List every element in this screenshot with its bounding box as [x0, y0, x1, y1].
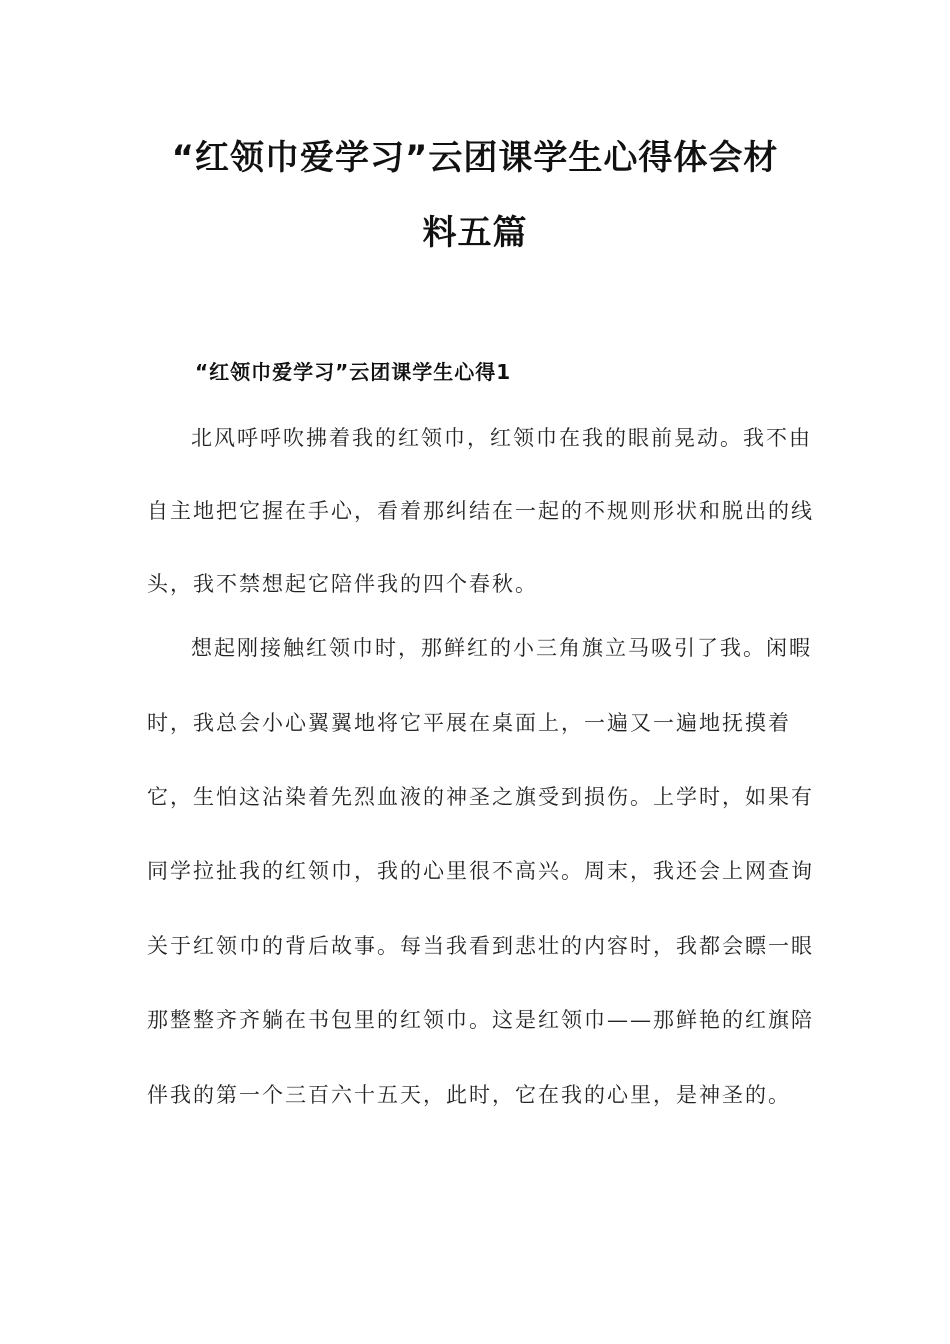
body-line-8: 关于红领巾的背后故事。每当我看到悲壮的内容时，我都会瞟一眼 — [147, 934, 814, 958]
body-line-7: 同学拉扯我的红领巾，我的心里很不高兴。周末，我还会上网查询 — [147, 859, 814, 883]
body-line-2: 自主地把它握在手心，看着那纠结在一起的不规则形状和脱出的线 — [147, 499, 814, 523]
body-line-10: 伴我的第一个三百六十五天，此时，它在我的心里，是神圣的。 — [147, 1083, 791, 1107]
body-line-4: 想起刚接触红领巾时，那鲜红的小三角旗立马吸引了我。闲暇 — [191, 636, 812, 660]
body-line-9: 那整整齐齐躺在书包里的红领巾。这是红领巾——那鲜艳的红旗陪 — [147, 1008, 814, 1032]
section-heading: “红领巾爱学习”云团课学生心得1 — [195, 360, 512, 384]
body-line-5: 时，我总会小心翼翼地将它平展在桌面上，一遍又一遍地抚摸着 — [147, 711, 791, 735]
body-line-1: 北风呼呼吹拂着我的红领巾，红领巾在我的眼前晃动。我不由 — [191, 426, 812, 450]
document-title-line-1: “红领巾爱学习”云团课学生心得体会材 — [171, 138, 779, 178]
body-line-6: 它，生怕这沾染着先烈血液的神圣之旗受到损伤。上学时，如果有 — [147, 785, 814, 809]
document-title-line-2: 料五篇 — [422, 213, 528, 253]
body-line-3: 头，我不禁想起它陪伴我的四个春秋。 — [147, 572, 538, 596]
